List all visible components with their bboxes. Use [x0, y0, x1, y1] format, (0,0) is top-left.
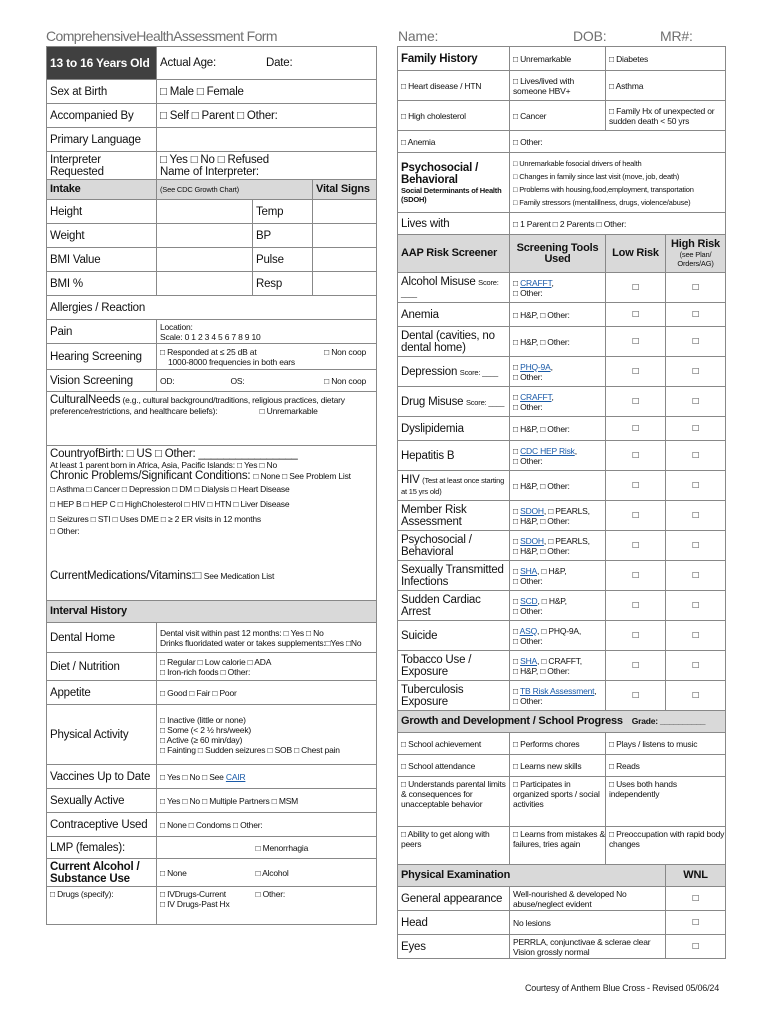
family-cancer[interactable]: □ Cancer — [510, 101, 606, 131]
pe-description: Well-nourished & developed No abuse/neglect evident — [510, 887, 666, 911]
mr-label: MR#: — [660, 28, 693, 44]
risk-name: Sexually Transmitted Infections — [398, 561, 510, 591]
alcohol-substance-label: Current Alcohol / Substance Use — [47, 859, 157, 887]
risk-name: Depression Score: ____ — [398, 357, 510, 387]
low-risk-checkbox[interactable]: □ — [606, 357, 666, 387]
low-risk-checkbox[interactable]: □ — [606, 387, 666, 417]
diet-options[interactable]: □ Regular □ Low calorie □ ADA □ Iron-rich foods □ Other: — [157, 653, 377, 681]
family-anemia[interactable]: □ Anemia — [398, 131, 510, 153]
pe-item: General appearance — [398, 887, 510, 911]
high-risk-checkbox[interactable]: □ — [666, 591, 726, 621]
screening-tools-header: Screening Tools Used — [510, 235, 606, 273]
family-sudden-death[interactable]: □ Family Hx of unexpected or sudden death < 50 yrs — [606, 101, 726, 131]
low-risk-checkbox[interactable]: □ — [606, 441, 666, 471]
risk-name: Anemia — [398, 303, 510, 327]
intake-header: Intake — [47, 180, 157, 200]
alcohol-other-option[interactable]: □ Other: — [253, 887, 377, 925]
appetite-label: Appetite — [47, 681, 157, 705]
high-risk-checkbox[interactable]: □ — [666, 327, 726, 357]
age-date-cell[interactable]: Actual Age: Date: — [157, 47, 377, 80]
risk-name: Dental (cavities, no dental home) — [398, 327, 510, 357]
background-block[interactable]: CountryofBirth: □ US □ Other: ________________ At least 1 parent born in Africa, Asia, Pacific Islands: □ Yes □ No Chronic Problems/Significant Conditions: □ None □ See Problem List □ Asthma □ Cancer □ Depression □ DM □ Dialysis □ Heart Disease □ HEP B □ HEP C □ HighCholesterol □ HIV □ HTN □ Liver Disease □ Seizures □ STI □ Uses DME □ ≥ 2 ER visits in 12 months □ Other: CurrentMedications/Vitamins:□ See Medication List — [47, 446, 377, 601]
low-risk-checkbox[interactable]: □ — [606, 501, 666, 531]
gd-school-achievement[interactable]: □ School achievement — [398, 733, 510, 755]
risk-name: Sudden Cardiac Arrest — [398, 591, 510, 621]
family-diabetes[interactable]: □ Diabetes — [606, 47, 726, 71]
low-risk-checkbox[interactable]: □ — [606, 621, 666, 651]
risk-rows — [398, 273, 726, 711]
family-asthma[interactable]: □ Asthma — [606, 71, 726, 101]
low-risk-checkbox[interactable]: □ — [606, 561, 666, 591]
risk-row — [398, 651, 726, 681]
risk-tools[interactable]: □ H&P, □ Other: — [510, 303, 606, 327]
risk-tools[interactable]: □ PHQ-9A, □ Other: — [510, 357, 606, 387]
gd-sports[interactable]: □ Participates in organized sports / social activities — [510, 777, 606, 827]
bmi-value-label: BMI Value — [47, 248, 157, 272]
bmi-value-field[interactable] — [157, 248, 253, 272]
risk-tools[interactable]: □ SCD, □ H&P, □ Other: — [510, 591, 606, 621]
pe-description: PERRLA, conjunctivae & sclerae clear Vision grossly normal — [510, 935, 666, 959]
screening-tool-link[interactable]: PHQ-9A — [520, 361, 551, 372]
family-unremarkable[interactable]: □ Unremarkable — [510, 47, 606, 71]
contraceptive-label: Contraceptive Used — [47, 813, 157, 837]
low-risk-checkbox[interactable]: □ — [606, 273, 666, 303]
risk-name: HIV (Test at least once starting at 15 yrs old) — [398, 471, 510, 501]
lives-with-label: Lives with — [398, 213, 510, 235]
physical-activity-options[interactable]: □ Inactive (little or none) □ Some (< 2 ½ hrs/week) □ Active (≥ 60 min/day) □ Fainting □ Sudden seizures □ SOB □ Chest pain — [157, 705, 377, 765]
risk-tools[interactable]: □ H&P, □ Other: — [510, 327, 606, 357]
pulse-field[interactable] — [313, 248, 377, 272]
screening-tool-link[interactable]: SDOH — [520, 505, 544, 516]
dob-label: DOB: — [573, 28, 607, 44]
pe-item: Head — [398, 911, 510, 935]
physical-activity-label: Physical Activity — [47, 705, 157, 765]
cair-link[interactable]: CAIR — [225, 771, 246, 782]
height-field[interactable] — [157, 200, 253, 224]
family-history-label: Family History — [398, 47, 510, 71]
risk-row — [398, 621, 726, 651]
screening-tool-link[interactable]: ASQ — [519, 625, 537, 636]
cultural-needs-field[interactable]: CulturalNeeds (e.g., cultural background/traditions, religious practices, dietary preference/restrictions, and healthcare beliefs): □ Unremarkable — [47, 392, 377, 446]
risk-name: Tobacco Use / Exposure — [398, 651, 510, 681]
lmp-field[interactable] — [157, 837, 253, 859]
pe-rows — [398, 887, 726, 959]
resp-field[interactable] — [313, 272, 377, 296]
risk-row — [398, 273, 726, 303]
temp-label: Temp — [253, 200, 313, 224]
physical-exam-header: Physical Examination — [398, 865, 666, 887]
pe-item: Eyes — [398, 935, 510, 959]
family-heart-disease[interactable]: □ Heart disease / HTN — [398, 71, 510, 101]
risk-row — [398, 327, 726, 357]
risk-row — [398, 561, 726, 591]
risk-row — [398, 303, 726, 327]
gd-peers[interactable]: □ Ability to get along with peers — [398, 827, 510, 865]
risk-tools[interactable]: □ SDOH, □ PEARLS, □ H&P, □ Other: — [510, 501, 606, 531]
risk-tools[interactable]: □ SHA, □ CRAFFT, □ H&P, □ Other: — [510, 651, 606, 681]
right-form-table — [397, 46, 726, 959]
risk-tools[interactable]: □ H&P, □ Other: — [510, 417, 606, 441]
gd-mistakes[interactable]: □ Learns from mistakes & failures, tries again — [510, 827, 606, 865]
hearing-label: Hearing Screening — [47, 344, 157, 370]
pain-field[interactable]: Location: Scale: 0 1 2 3 4 5 6 7 8 9 10 — [157, 320, 377, 344]
pulse-label: Pulse — [253, 248, 313, 272]
left-form-table — [46, 46, 377, 925]
accompanied-label: Accompanied By — [47, 104, 157, 128]
language-label: Primary Language — [47, 128, 157, 152]
risk-tools[interactable]: □ CRAFFT, □ Other: — [510, 273, 606, 303]
risk-row — [398, 681, 726, 711]
pe-row — [398, 935, 726, 959]
risk-row — [398, 591, 726, 621]
name-label: Name: — [398, 28, 439, 44]
resp-label: Resp — [253, 272, 313, 296]
screening-tool-link[interactable]: TB Risk Assessment — [519, 685, 595, 696]
family-other[interactable]: □ Other: — [510, 131, 726, 153]
low-risk-checkbox[interactable]: □ — [606, 531, 666, 561]
risk-tools[interactable]: □ TB Risk Assessment, □ Other: — [510, 681, 606, 711]
low-risk-checkbox[interactable]: □ — [606, 681, 666, 711]
screening-tool-link[interactable]: CRAFFT — [520, 391, 552, 402]
gd-performs-chores[interactable]: □ Performs chores — [510, 733, 606, 755]
weight-field[interactable] — [157, 224, 253, 248]
low-risk-checkbox[interactable]: □ — [606, 591, 666, 621]
contraceptive-options[interactable]: □ None □ Condoms □ Other: — [157, 813, 377, 837]
screening-tool-link[interactable]: SDOH — [520, 535, 544, 546]
wnl-header: WNL — [666, 865, 726, 887]
gd-body-changes[interactable]: □ Preoccupation with rapid body changes — [606, 827, 726, 865]
risk-name: Psychosocial / Behavioral — [398, 531, 510, 561]
high-risk-checkbox[interactable]: □ — [666, 303, 726, 327]
footer-courtesy: Courtesy of Anthem Blue Cross - Revised 05/06/24 — [525, 983, 720, 993]
high-risk-checkbox[interactable]: □ — [666, 531, 726, 561]
pe-row — [398, 911, 726, 935]
low-risk-checkbox[interactable]: □ — [606, 471, 666, 501]
risk-row — [398, 531, 726, 561]
screening-tool-link[interactable]: CDC HEP Risk — [520, 445, 575, 456]
high-risk-checkbox[interactable]: □ — [666, 357, 726, 387]
interpreter-options[interactable]: □ Yes □ No □ Refused Name of Interpreter: — [157, 152, 377, 180]
psychosocial-label: Psychosocial / Behavioral Social Determinants of Health (SDOH) — [398, 153, 510, 213]
wnl-checkbox[interactable]: □ — [666, 911, 726, 935]
wnl-checkbox[interactable]: □ — [666, 935, 726, 959]
gd-parental-limits[interactable]: □ Understands parental limits & consequences for unacceptable behavior — [398, 777, 510, 827]
screening-tool-link[interactable]: SCD — [520, 595, 538, 606]
sexually-active-label: Sexually Active — [47, 789, 157, 813]
risk-tools[interactable]: □ SHA, □ H&P, □ Other: — [510, 561, 606, 591]
language-field[interactable] — [157, 128, 377, 152]
high-risk-header: High Risk (see Plan/ Orders/AG) — [666, 235, 726, 273]
gd-reads[interactable]: □ Reads — [606, 755, 726, 777]
vaccines-options[interactable]: □ Yes □ No □ See CAIR — [157, 765, 377, 789]
intake-note: (See CDC Growth Chart) — [157, 180, 313, 200]
psychosocial-options[interactable]: □ Unremarkable fosocial drivers of health □ Changes in family since last visit (move, job, death) □ Problems with housing,food,employment, transportation □ Family stressors (mentalillness, drugs, violence/abuse) — [510, 153, 726, 213]
vision-label: Vision Screening — [47, 370, 157, 392]
growth-dev-header: Growth and Development / School Progress Grade: __________ — [398, 711, 726, 733]
pe-row — [398, 887, 726, 911]
risk-name: Dyslipidemia — [398, 417, 510, 441]
risk-tools[interactable]: □ H&P, □ Other: — [510, 471, 606, 501]
high-risk-checkbox[interactable]: □ — [666, 681, 726, 711]
risk-name: Tuberculosis Exposure — [398, 681, 510, 711]
wnl-checkbox[interactable]: □ — [666, 887, 726, 911]
appetite-options[interactable]: □ Good □ Fair □ Poor — [157, 681, 377, 705]
high-risk-checkbox[interactable]: □ — [666, 417, 726, 441]
screening-tool-link[interactable]: SHA — [520, 655, 537, 666]
low-risk-checkbox[interactable]: □ — [606, 303, 666, 327]
allergies-field[interactable]: Allergies / Reaction — [47, 296, 377, 320]
gd-both-hands[interactable]: □ Uses both hands independently — [606, 777, 726, 827]
alcohol-option[interactable]: □ Alcohol — [253, 859, 377, 887]
diet-label: Diet / Nutrition — [47, 653, 157, 681]
vital-signs-header: Vital Signs — [313, 180, 377, 200]
weight-label: Weight — [47, 224, 157, 248]
risk-name: Suicide — [398, 621, 510, 651]
page-title: ComprehensiveHealthAssessment Form — [46, 28, 277, 44]
low-risk-header: Low Risk — [606, 235, 666, 273]
lives-with-options[interactable]: □ 1 Parent □ 2 Parents □ Other: — [510, 213, 726, 235]
high-risk-checkbox[interactable]: □ — [666, 471, 726, 501]
high-risk-checkbox[interactable]: □ — [666, 561, 726, 591]
high-risk-checkbox[interactable]: □ — [666, 621, 726, 651]
risk-tools[interactable]: □ CRAFFT, □ Other: — [510, 387, 606, 417]
vision-options[interactable]: OD: OS: □ Non coop — [157, 370, 377, 392]
gd-new-skills[interactable]: □ Learns new skills — [510, 755, 606, 777]
dental-options[interactable]: Dental visit within past 12 months: □ Yes □ No Drinks fluoridated water or takes supplements:□Yes □No — [157, 623, 377, 653]
low-risk-checkbox[interactable]: □ — [606, 417, 666, 441]
aap-risk-header: AAP Risk Screener — [398, 235, 510, 273]
drugs-specify-option[interactable]: □ Drugs (specify): — [47, 887, 157, 925]
bp-field[interactable] — [313, 224, 377, 248]
risk-tools[interactable]: □ ASQ, □ PHQ-9A, □ Other: — [510, 621, 606, 651]
family-cholesterol[interactable]: □ High cholesterol — [398, 101, 510, 131]
family-hbv[interactable]: □ Lives/lived with someone HBV+ — [510, 71, 606, 101]
sex-at-birth-label: Sex at Birth — [47, 80, 157, 104]
high-risk-checkbox[interactable]: □ — [666, 501, 726, 531]
high-risk-checkbox[interactable]: □ — [666, 273, 726, 303]
gd-music[interactable]: □ Plays / listens to music — [606, 733, 726, 755]
risk-name: Alcohol Misuse Score: ____ — [398, 273, 510, 303]
high-risk-checkbox[interactable]: □ — [666, 387, 726, 417]
sex-options[interactable]: □ Male □ Female — [157, 80, 377, 104]
low-risk-checkbox[interactable]: □ — [606, 651, 666, 681]
sexually-active-options[interactable]: □ Yes □ No □ Multiple Partners □ MSM — [157, 789, 377, 813]
risk-tools[interactable]: □ SDOH, □ PEARLS, □ H&P, □ Other: — [510, 531, 606, 561]
iv-drugs-options[interactable]: □ IVDrugs-Current □ IV Drugs-Past Hx — [157, 887, 253, 925]
pe-description: No lesions — [510, 911, 666, 935]
bp-label: BP — [253, 224, 313, 248]
hearing-options[interactable]: □ Responded at ≤ 25 dB at □ Non coop 1000-8000 frequencies in both ears — [157, 344, 377, 370]
risk-row — [398, 417, 726, 441]
risk-tools[interactable]: □ CDC HEP Risk, □ Other: — [510, 441, 606, 471]
temp-field[interactable] — [313, 200, 377, 224]
dental-home-label: Dental Home — [47, 623, 157, 653]
lmp-label: LMP (females): — [47, 837, 157, 859]
vaccines-label: Vaccines Up to Date — [47, 765, 157, 789]
interpreter-label: Interpreter Requested — [47, 152, 157, 180]
risk-row — [398, 501, 726, 531]
high-risk-checkbox[interactable]: □ — [666, 651, 726, 681]
risk-row — [398, 441, 726, 471]
bmi-pct-label: BMI % — [47, 272, 157, 296]
low-risk-checkbox[interactable]: □ — [606, 327, 666, 357]
bmi-pct-field[interactable] — [157, 272, 253, 296]
risk-name: Member Risk Assessment — [398, 501, 510, 531]
risk-row — [398, 387, 726, 417]
age-group-cell: 13 to 16 Years Old — [47, 47, 157, 80]
risk-name: Hepatitis B — [398, 441, 510, 471]
accompanied-options[interactable]: □ Self □ Parent □ Other: — [157, 104, 377, 128]
pain-label: Pain — [47, 320, 157, 344]
screening-tool-link[interactable]: CRAFFT — [520, 277, 552, 288]
risk-name: Drug Misuse Score: ____ — [398, 387, 510, 417]
menorrhagia-option[interactable]: □ Menorrhagia — [253, 837, 377, 859]
high-risk-checkbox[interactable]: □ — [666, 441, 726, 471]
screening-tool-link[interactable]: SHA — [520, 565, 537, 576]
risk-row — [398, 471, 726, 501]
risk-row — [398, 357, 726, 387]
alcohol-none-option[interactable]: □ None — [157, 859, 253, 887]
gd-school-attendance[interactable]: □ School attendance — [398, 755, 510, 777]
height-label: Height — [47, 200, 157, 224]
interval-history-header: Interval History — [47, 601, 377, 623]
